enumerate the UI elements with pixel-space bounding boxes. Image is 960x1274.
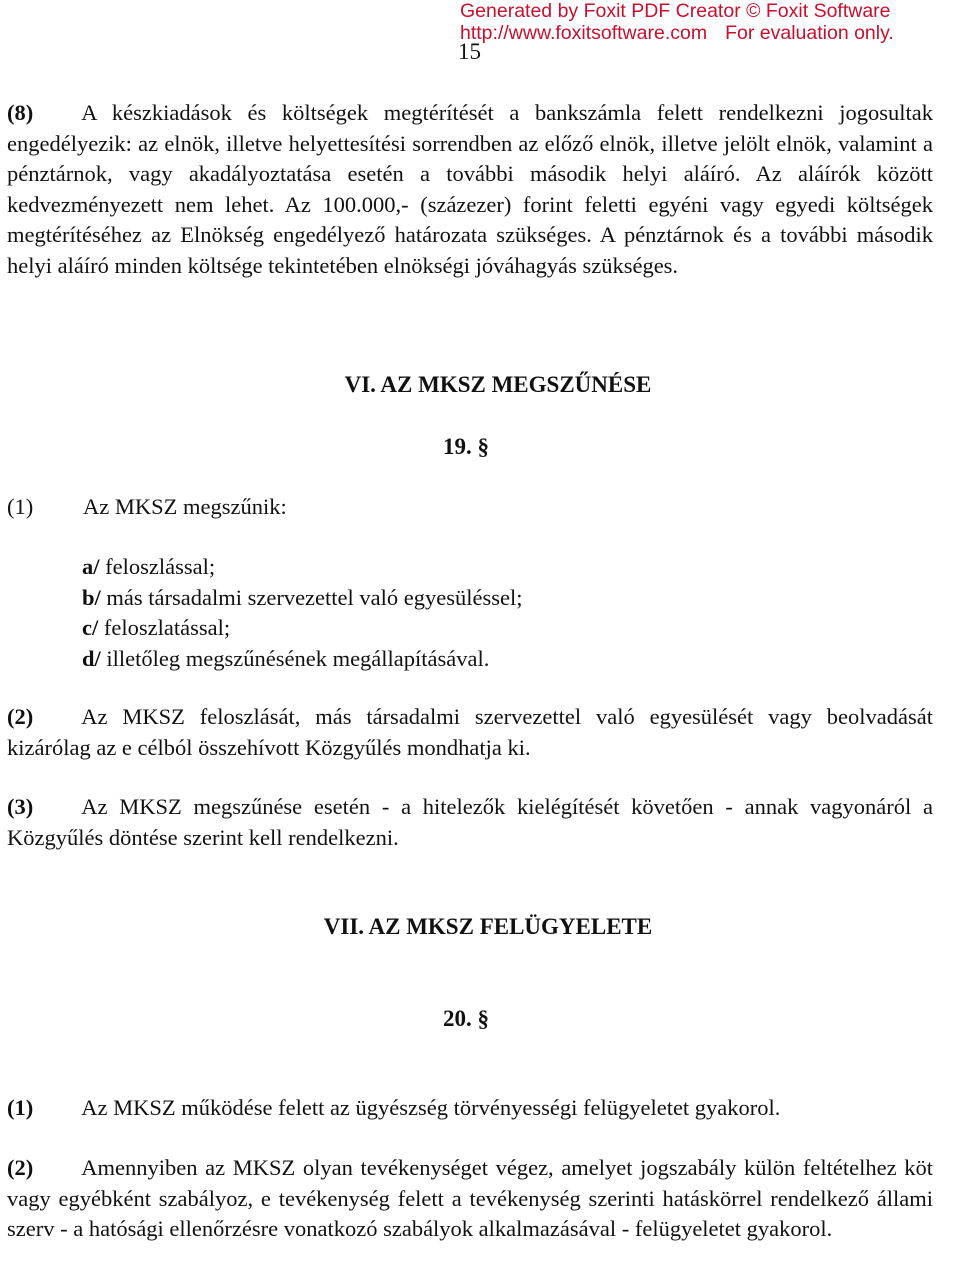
- list-item-letter: b/: [82, 584, 101, 610]
- section-19: 19. §: [443, 434, 489, 459]
- ch6-paragraph-2: [7, 702, 933, 763]
- ch7-paragraph-2: [7, 1153, 933, 1245]
- ch7-paragraph-2-text: Amennyiben az MKSZ olyan tevékenységet végez, amelyet jogszabály külön feltételhez köt vagy egyébként szabályoz, e tevékenység felett a tevékenység szerinti hatáskörrel rendelkező állami szerv - a hatósági ellenőrzésre vonatkozó szabályok alkalmazásával - felügyeletet gyakorol.: [7, 1155, 933, 1242]
- ch6-paragraph-2-text: Az MKSZ feloszlását, más társadalmi szervezettel való egyesülését vagy beolvadását kizárólag az e célból összehívott Közgyűlés mondhatja ki.: [7, 704, 933, 760]
- section-20: 20. §: [443, 1006, 489, 1031]
- foxit-watermark: [460, 0, 950, 44]
- list-item-text: illetőleg megszűnésének megállapításával.: [100, 645, 490, 671]
- ch7-paragraph-1-number: (1): [7, 1095, 34, 1120]
- list-item-text: más társadalmi szervezettel való egyesüléssel;: [100, 584, 523, 610]
- ch6-item-1-number: (1): [7, 494, 34, 519]
- ch7-paragraph-2-number: (2): [7, 1155, 34, 1180]
- ch6-item-1: [7, 492, 287, 522]
- list-item-text: feloszlással;: [99, 554, 216, 579]
- ch7-paragraph-1-text: Az MKSZ működése felett az ügyészség törvényességi felügyeletet gyakorol.: [81, 1095, 781, 1120]
- ch6-paragraph-3-number: (3): [7, 794, 34, 819]
- paragraph-8: [7, 98, 933, 282]
- chapter-7-title: VII. AZ MKSZ FELÜGYELETE: [323, 914, 653, 939]
- list-item: [82, 644, 522, 675]
- ch6-paragraph-3-text: Az MKSZ megszűnése esetén - a hitelezők kielégítését követően - annak vagyonáról a Közgyűlés döntése szerint kell rendelkezni.: [7, 794, 933, 850]
- paragraph-8-number: (8): [7, 100, 34, 125]
- chapter-6-title: VI. AZ MKSZ MEGSZŰNÉSE: [344, 372, 652, 397]
- list-item-letter: c/: [82, 615, 99, 640]
- ch6-item-1-text: Az MKSZ megszűnik:: [83, 494, 287, 519]
- list-item: [82, 613, 522, 644]
- paragraph-8-text: A készkiadások és költségek megtérítését a bankszámla felett rendelkezni jogosultak engedélyezik: az elnök, illetve helyettesítési sorrendben az előző elnök, illetve jelölt elnök, valamint a pénztárnok, vagy akadályoztatása esetén a további második helyi aláíró. Az aláírók között kedvezményezett nem lehet. Az 100.000,- (százezer) forint feletti egyéni vagy egyedi költségek megtérítéséhez az Elnökség engedélyező határozata szükséges. A pénztárnok és a további második helyi aláíró minden költsége tekintetében elnökségi jóváhagyás szükséges.: [7, 100, 933, 278]
- ch7-paragraph-1: [7, 1093, 933, 1124]
- watermark-url: http://www.foxitsoftware.com: [460, 22, 708, 44]
- watermark-line1: Generated by Foxit PDF Creator © Foxit Software: [460, 0, 891, 22]
- dissolution-list: [82, 552, 522, 674]
- list-item-letter: a/: [82, 554, 100, 579]
- page-number: 15: [458, 39, 481, 64]
- list-item-letter: d/: [82, 645, 101, 671]
- list-item: [82, 552, 522, 583]
- watermark-note: For evaluation only.: [725, 22, 894, 44]
- list-item-text: feloszlatással;: [98, 615, 231, 640]
- watermark-line2: [460, 22, 950, 44]
- list-item: [82, 583, 522, 614]
- ch6-paragraph-3: [7, 792, 933, 853]
- ch6-paragraph-2-number: (2): [7, 704, 34, 729]
